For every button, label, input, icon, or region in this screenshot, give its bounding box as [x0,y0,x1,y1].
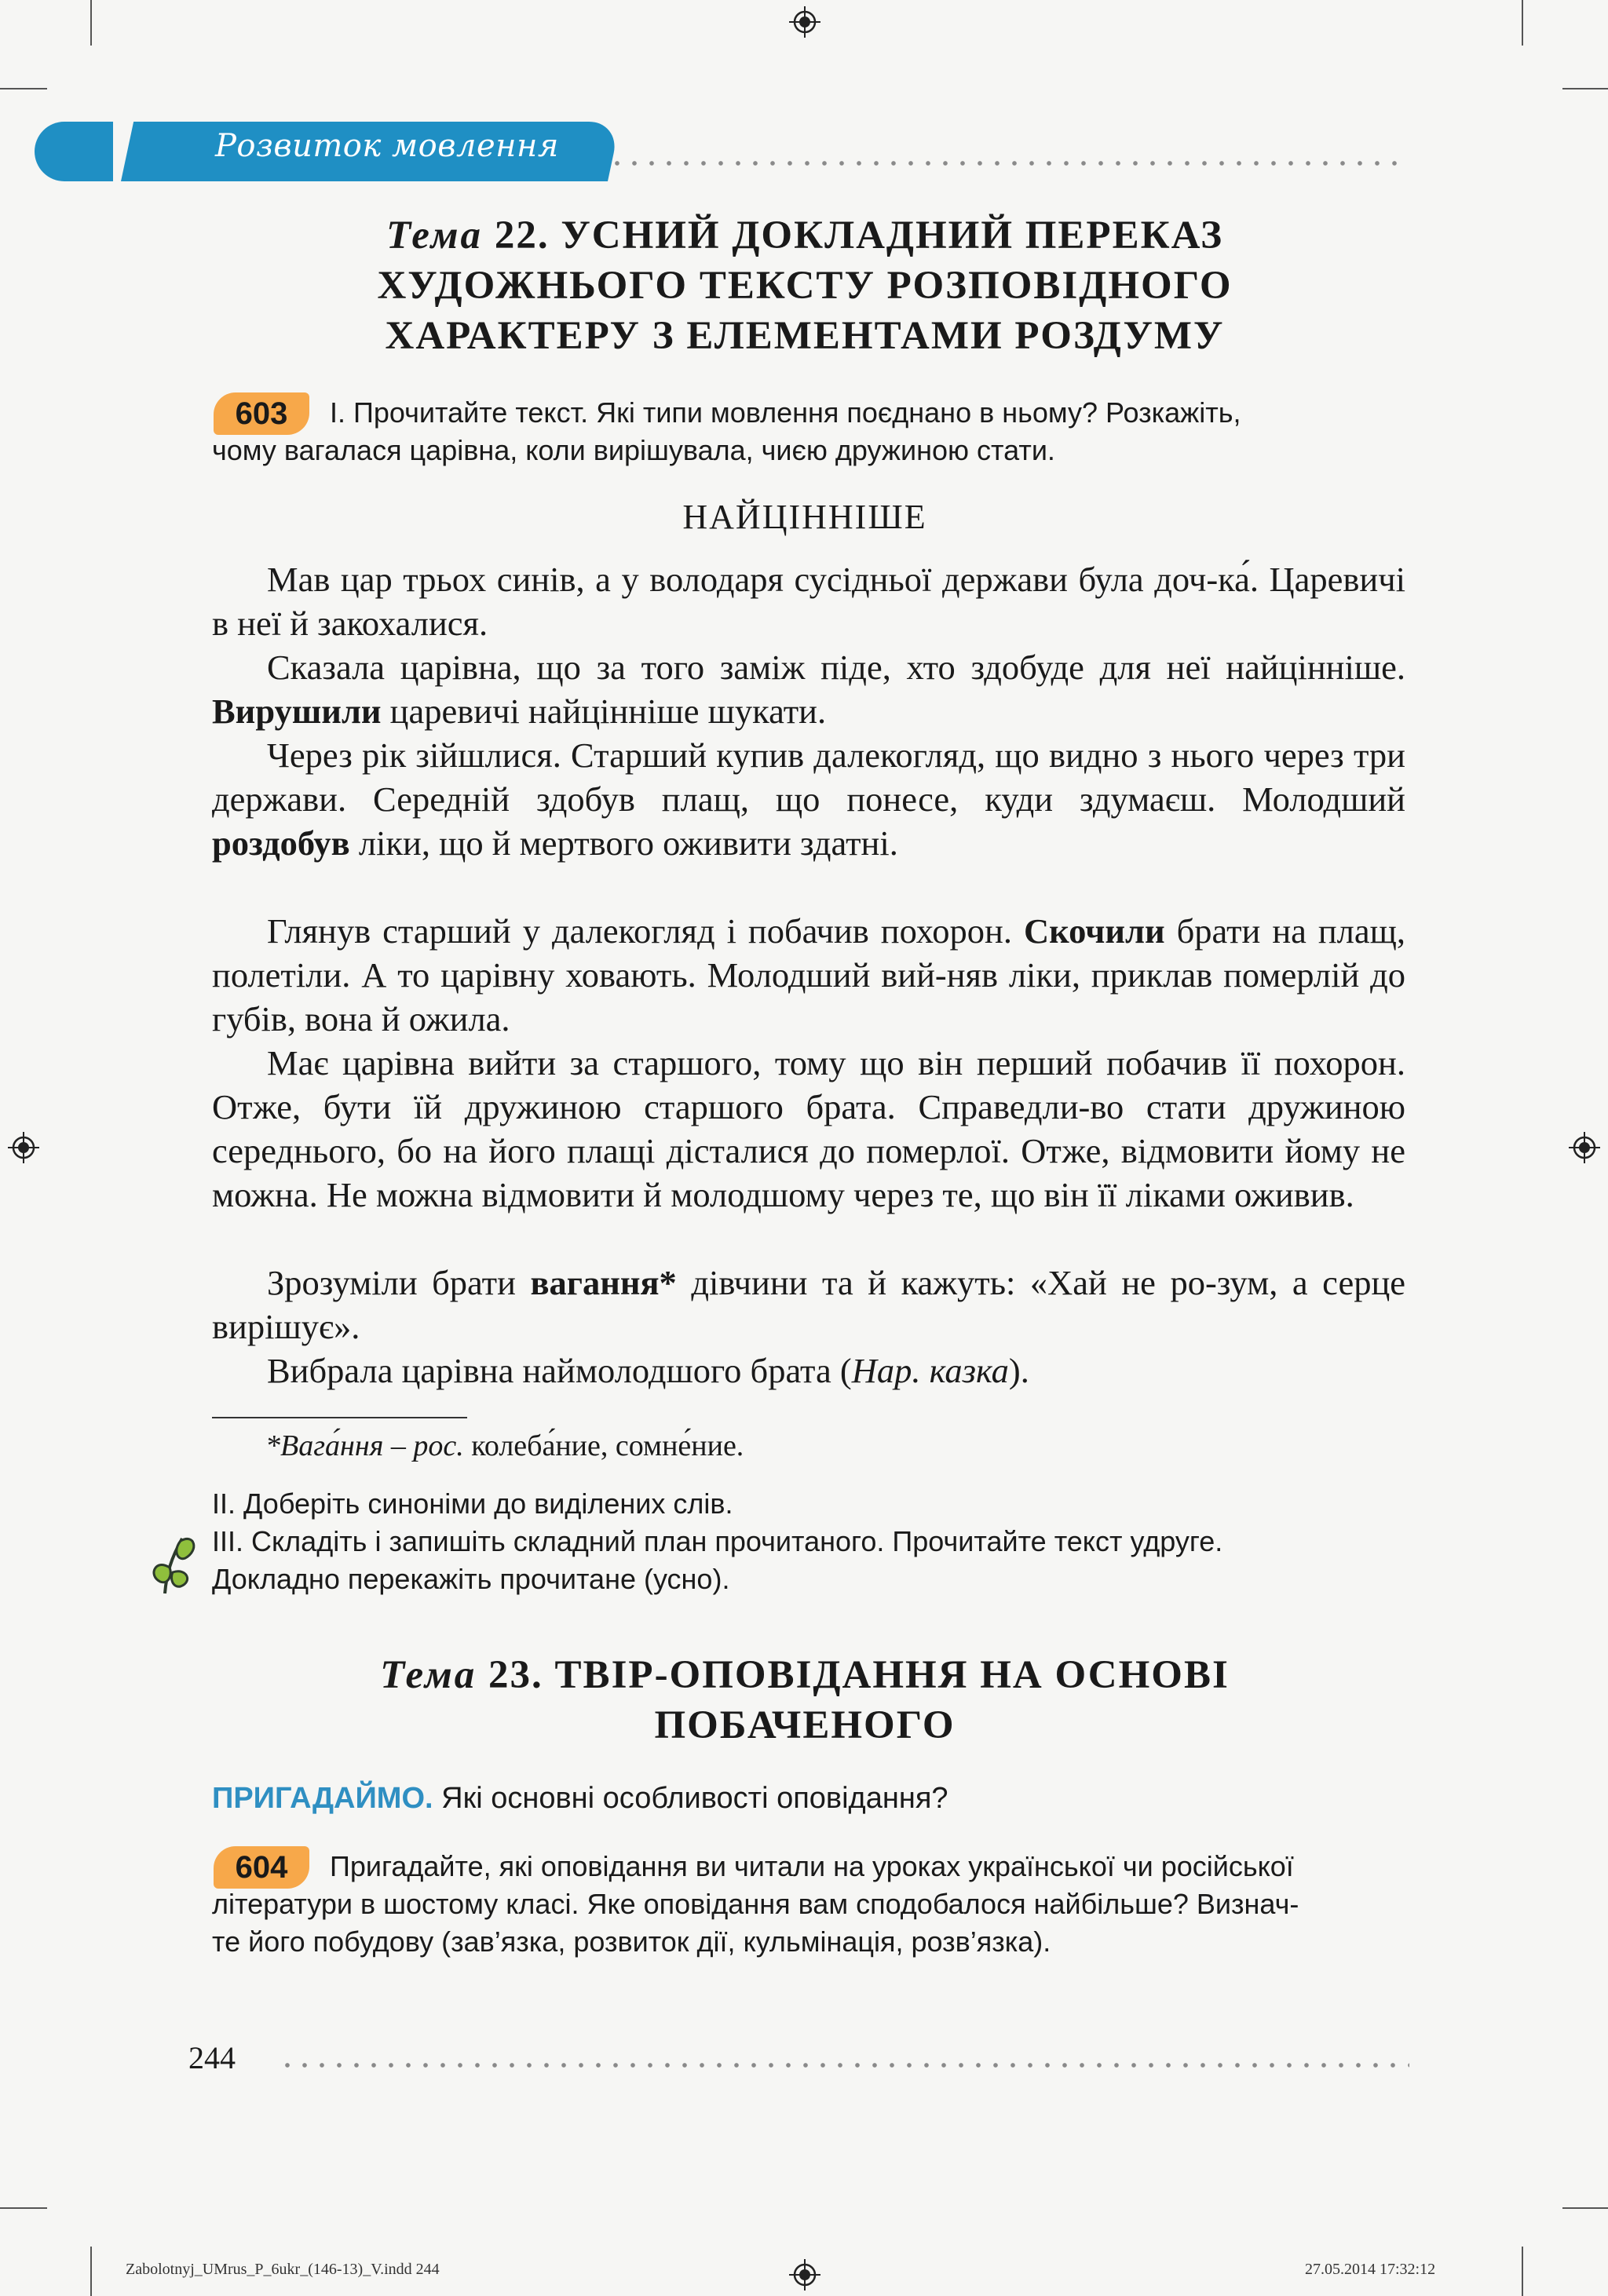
topic-22-heading [212,210,1398,361]
registration-mark-icon [8,1132,39,1163]
highlighted-word: вагання* [530,1263,677,1302]
topic-label: Тема [380,1653,477,1697]
task-line: III. Складіть і запишіть складний план прочитаного. Прочитайте текст удруге. [212,1525,1223,1557]
paragraph-text: Вибрала царівна наймолодшого брата ( [267,1351,852,1390]
crop-mark [1522,0,1523,46]
task-line: літератури в шостому класі. Яке оповідання вам сподобалося найбільше? Визнач- [212,1888,1299,1920]
story-paragraph [212,645,1405,733]
task-line: Пригадайте, які оповідання ви читали на уроках української чи російської [330,1850,1294,1882]
story-paragraph [212,1349,1405,1393]
topic-title-line1: 22. УСНИЙ ДОКЛАДНИЙ ПЕРЕКАЗ [494,214,1224,257]
highlighted-word: Вирушили [212,692,382,731]
topic-title-line1: 23. ТВІР-ОПОВІДАННЯ НА ОСНОВІ [488,1653,1230,1697]
written-task-leaf-icon [141,1527,204,1597]
crop-mark [0,88,47,89]
crop-mark [90,0,92,46]
topic-title-line2: ПОБАЧЕНОГО [654,1703,956,1747]
exercise-604-task [212,1848,1405,1961]
exercise-number-badge: 604 [214,1846,309,1889]
highlighted-word: роздобув [212,823,350,863]
topic-label: Тема [386,214,484,257]
paragraph-text: Через рік зійшлися. Старший купив далекогляд, що видно з нього через три держави. Середній здобув плащ, що понесе, куди здумаєш. Молодший [212,736,1405,819]
story-paragraph [212,1041,1405,1217]
paragraph-text: Сказала царівна, що за того заміж піде, хто здобуде для неї найцінніше. [267,648,1405,687]
page-number: 244 [188,2040,236,2075]
crop-mark [90,2247,92,2296]
paragraph-text: Мав цар трьох синів, а у володаря сусідньої держави була доч-ка́. Царевичі в неї й закохалися. [212,560,1405,643]
print-slug-filename: Zabolotnyj_UMrus_P_6ukr_(146-13)_V.indd 244 [126,2261,440,2278]
paragraph-text: дівчини та й кажуть: «Хай не ро-зум, а серце вирішує». [212,1263,1406,1346]
highlighted-word: Скочили [1023,911,1165,951]
task-line: Докладно перекажіть прочитане (усно). [212,1563,730,1595]
footnote-divider [212,1417,467,1418]
banner-tab [35,122,113,181]
exercise-number-badge: 603 [214,392,309,435]
section-title: Розвиток мовлення [215,128,559,164]
paragraph-text: ліки, що й мертвого оживити здатні. [358,823,898,863]
crop-mark [0,2207,47,2209]
task-line: чому вагалася царівна, коли вирішувала, чиєю дружиною стати. [212,434,1055,466]
exercise-603-subtasks [212,1485,1405,1598]
story-paragraph [212,557,1405,645]
topic-title-line2: ХУДОЖНЬОГО ТЕКСТУ РОЗПОВІДНОГО [377,264,1233,308]
paragraph-text: Глянув старший у далекогляд і побачив похорон. [267,911,1012,951]
registration-mark-icon [789,2259,820,2291]
paragraph-text: ). [1008,1351,1029,1390]
story-paragraph [212,909,1405,1041]
footnote [265,1429,744,1463]
topic-title-line3: ХАРАКТЕРУ З ЕЛЕМЕНТАМИ РОЗДУМУ [385,314,1225,358]
task-line: II. Доберіть синоніми до виділених слів. [212,1487,733,1520]
exercise-603-task [212,394,1405,469]
story-title: НАЙЦІННІШЕ [682,498,927,536]
story-paragraph [212,1261,1405,1349]
remember-prompt [212,1782,948,1816]
crop-mark [1522,2247,1523,2296]
footnote-translation: колеба́ние, сомне́ние. [471,1429,744,1462]
registration-mark-icon [1569,1132,1600,1163]
paragraph-text: брати на плащ, полетіли. А то царівну ховають. Молодший вий-няв ліки, приклав померлій до губів, вона й ожила. [212,911,1406,1038]
story-paragraph [212,733,1405,865]
crop-mark [1562,88,1608,89]
remember-question: Які основні особливості оповідання? [441,1782,948,1815]
footnote-term: *Вага́ння – рос. [265,1429,464,1462]
print-slug-date: 27.05.2014 17:32:12 [1305,2261,1436,2278]
crop-mark [1562,2207,1608,2209]
topic-23-heading [212,1650,1398,1750]
paragraph-text: Зрозуміли брати [267,1263,516,1302]
task-line: I. Прочитайте текст. Які типи мовлення поєднано в ньому? Розкажіть, [330,396,1241,429]
registration-mark-icon [789,6,820,38]
remember-label: ПРИГАДАЙМО. [212,1782,433,1815]
footer-dotted-rule [279,2063,1409,2068]
paragraph-text: Має царівна вийти за старшого, тому що він перший побачив її похорон. Отже, бути їй дружиною старшого брата. Справедли-во стати дружиною середнього, бо на його плащі дісталися до померлої. Отже, відмовити йому не можна. Не можна відмовити й молодшому через те, що він її ліками оживив. [212,1043,1405,1214]
paragraph-text: царевичі найцінніше шукати. [389,692,827,731]
source-attribution: Нар. казка [851,1351,1009,1390]
header-dotted-rule [608,161,1409,166]
task-line: те його побудову (зав’язка, розвиток дії, кульмінація, розв’язка). [212,1926,1051,1958]
section-banner [35,122,600,181]
